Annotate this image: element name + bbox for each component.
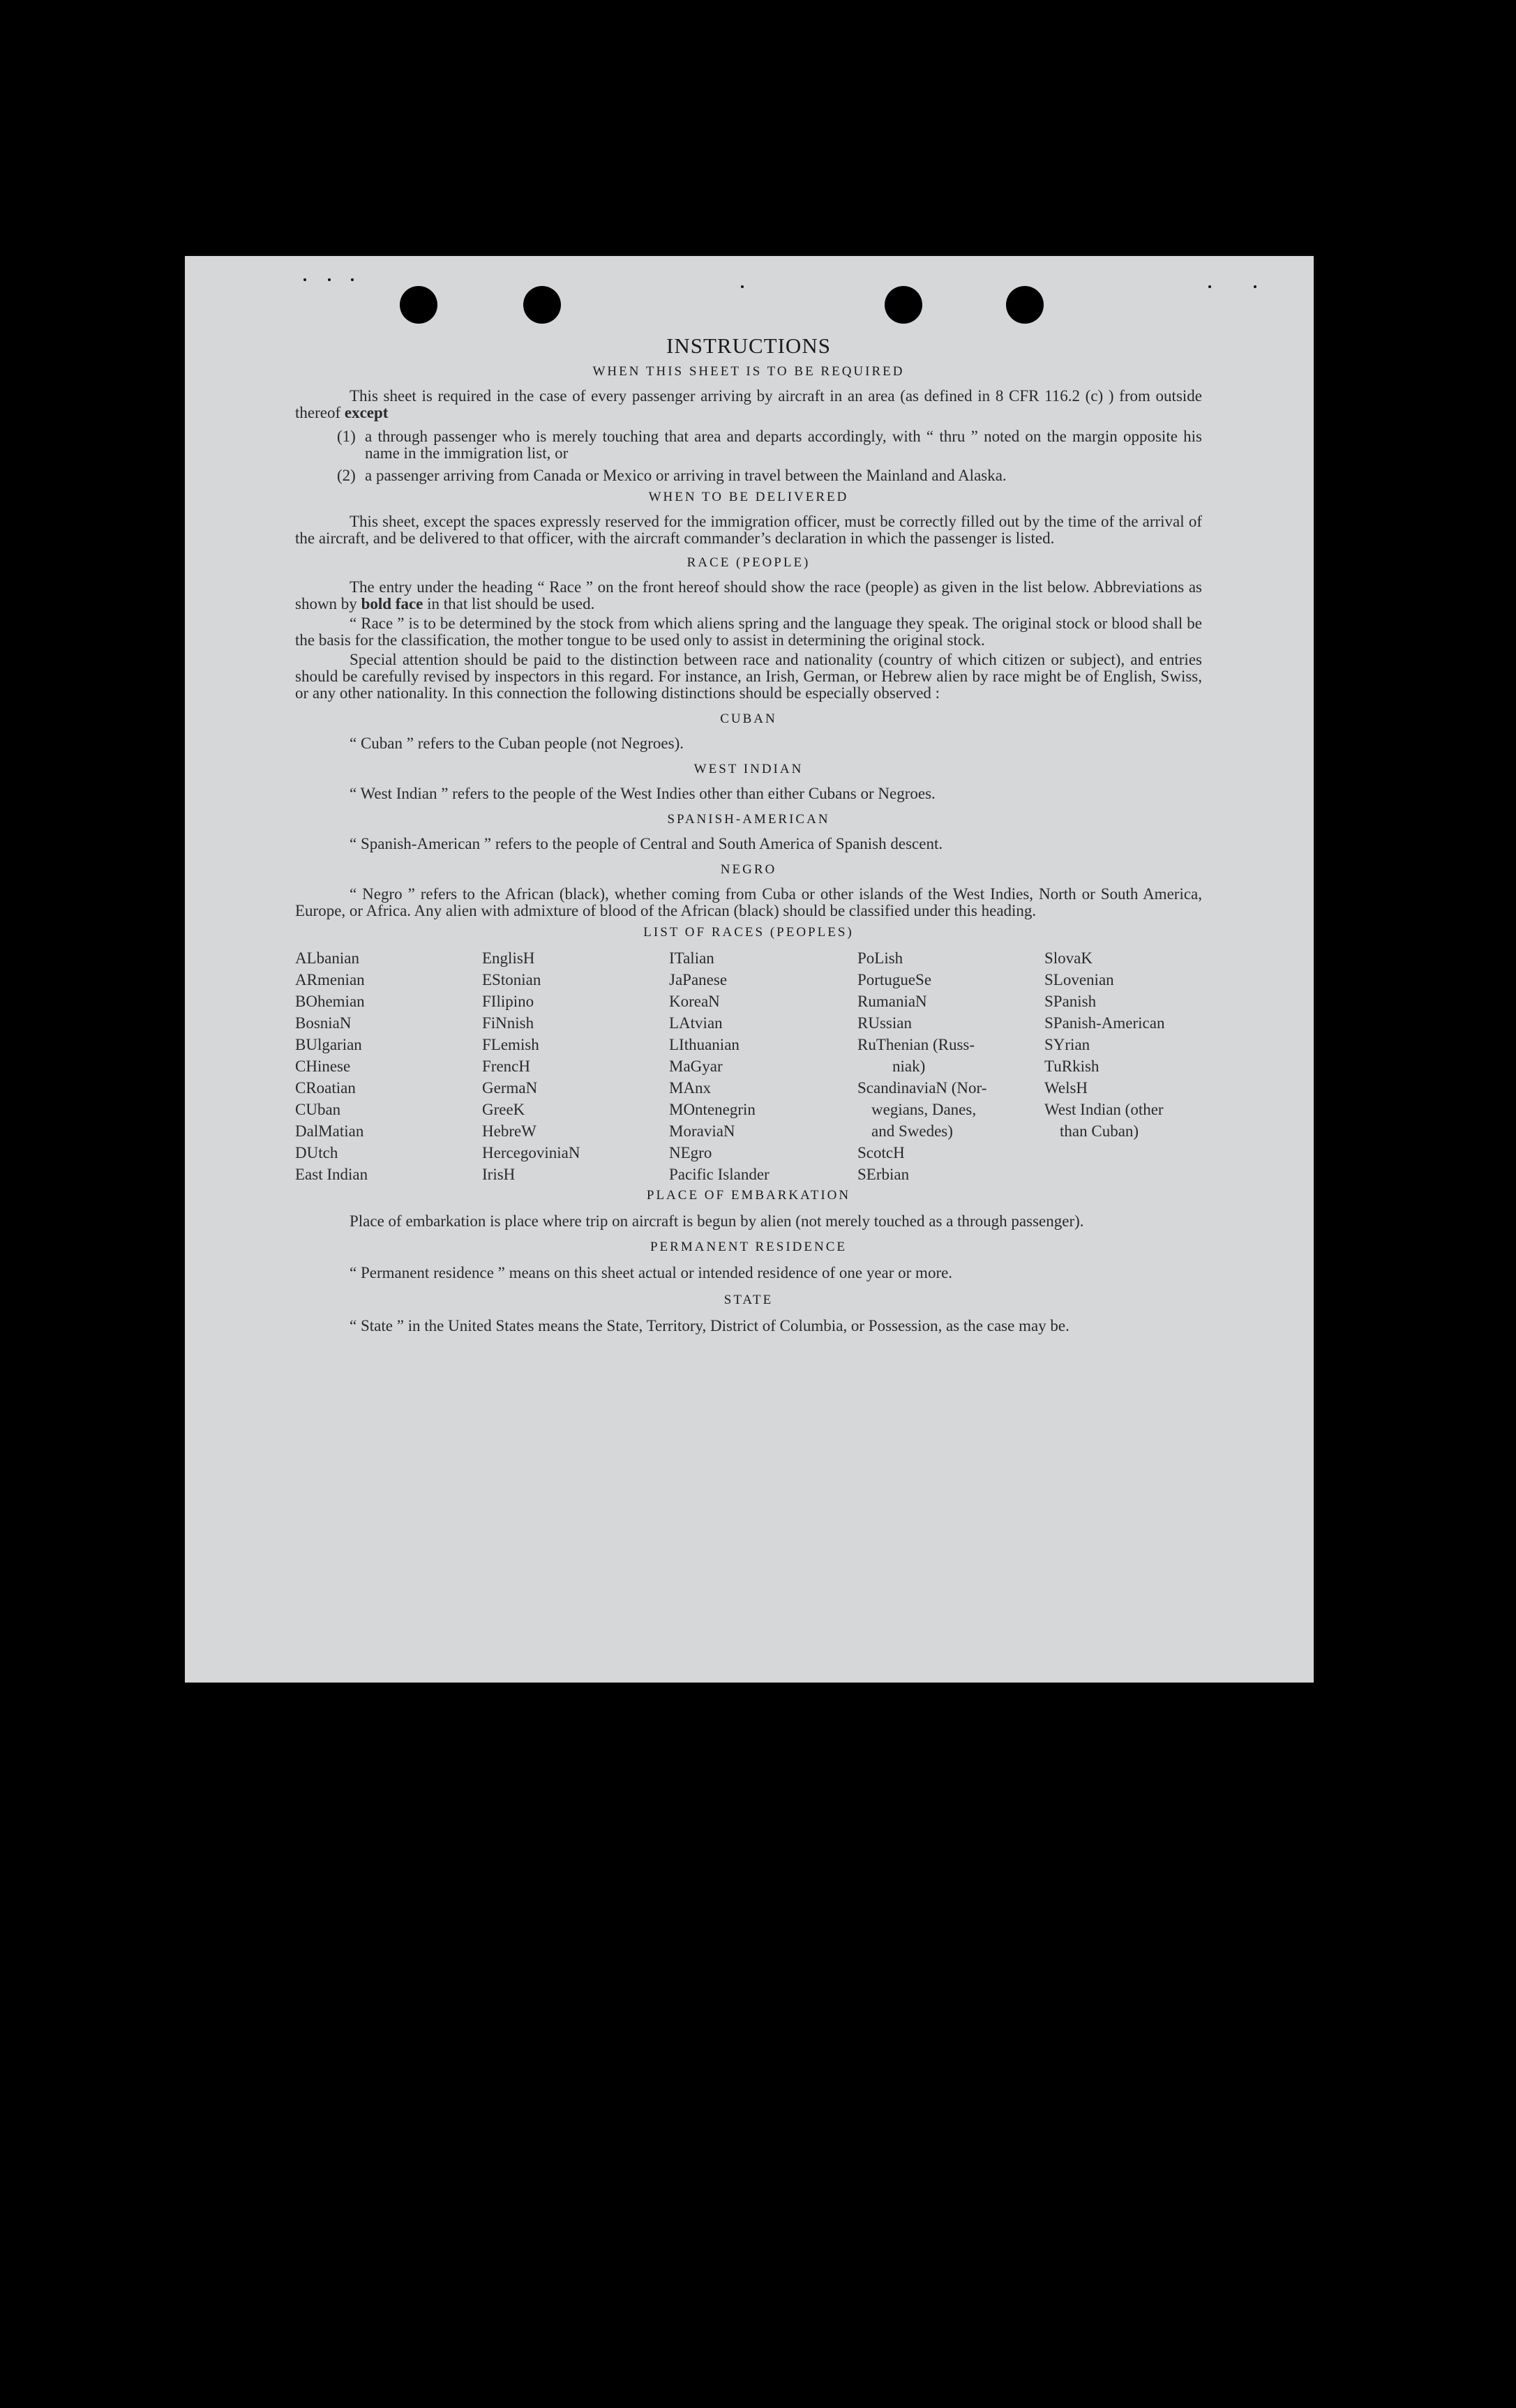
punch-hole [523, 286, 561, 324]
race-entry: HebreW [482, 1122, 536, 1140]
race-entry: PoLish [857, 949, 903, 967]
race-entry: LAtvian [669, 1014, 723, 1032]
race-entry: CUban [295, 1101, 341, 1118]
race-entry: EStonian [482, 971, 541, 988]
race-entry: GreeK [482, 1101, 525, 1118]
race-p1-end: in that list should be used. [427, 595, 595, 612]
race-entry: RuThenian (Russ- [857, 1036, 975, 1053]
when-required-except: except [344, 404, 389, 421]
race-entry: EnglisH [482, 949, 535, 967]
cuban-text: “ Cuban ” refers to the Cuban people (not Negroes). [350, 735, 684, 752]
speck [1208, 285, 1211, 288]
races-column [669, 947, 857, 1185]
race-entry: SPanish [1044, 993, 1097, 1010]
race-entry: FLemish [482, 1036, 539, 1053]
punch-hole [885, 286, 922, 324]
race-entry: IrisH [482, 1166, 516, 1183]
race-entry: GermaN [482, 1079, 538, 1097]
section-heading: NEGRO [720, 862, 777, 877]
race-entry: and Swedes) [871, 1122, 953, 1140]
race-p1-start: The entry under the heading “ Race ” on the front hereof should show the race (people) as given in the list below. Abbreviations as shown by [295, 578, 1202, 612]
permanent-residence-text: “ Permanent residence ” means on this sheet actual or intended residence of one year or more. [350, 1264, 953, 1281]
section-heading: WHEN TO BE DELIVERED [648, 490, 849, 504]
race-entry: SLovenian [1044, 971, 1114, 988]
race-entry: MoraviaN [669, 1122, 735, 1140]
section-heading: RACE (PEOPLE) [686, 555, 811, 570]
race-entry: ScotcH [857, 1144, 905, 1161]
west-indian-text: “ West Indian ” refers to the people of the West Indies other than either Cubans or Negroes. [350, 785, 936, 802]
race-entry: RUssian [857, 1014, 912, 1032]
race-entry: wegians, Danes, [871, 1101, 977, 1118]
race-entry: MaGyar [669, 1058, 723, 1075]
race-entry: DalMatian [295, 1122, 364, 1140]
embarkation-text: Place of embarkation is place where trip on aircraft is begun by alien (not merely touched as a through passenger). [350, 1212, 1084, 1230]
section-heading: WHEN THIS SHEET IS TO BE REQUIRED [592, 364, 905, 379]
instruction-sheet [185, 256, 1314, 1683]
item-number: (2) [337, 467, 356, 484]
instructions-content [295, 333, 1202, 1334]
section-heading: SPANISH-AMERICAN [667, 812, 830, 827]
spanish-american-text: “ Spanish-American ” refers to the people of Central and South America of Spanish descent. [350, 835, 943, 852]
race-entry: East Indian [295, 1166, 368, 1183]
race-entry: DUtch [295, 1144, 338, 1161]
races-column [295, 947, 482, 1185]
race-paragraph: “ Race ” is to be determined by the stock from which aliens spring and the language they speak. The original stock or blood shall be the basis for the classification, the mother tongue to be used only to assist in determining the original stock. [295, 615, 1202, 649]
race-entry: CRoatian [295, 1079, 356, 1097]
race-entry: WelsH [1044, 1079, 1088, 1097]
races-column [857, 947, 1044, 1185]
race-entry: JaPanese [669, 971, 728, 988]
race-entry: LIthuanian [669, 1036, 740, 1053]
item-text: a passenger arriving from Canada or Mexico or arriving in travel between the Mainland and Alaska. [365, 467, 1007, 484]
race-entry: TuRkish [1044, 1058, 1100, 1075]
page-title: INSTRUCTIONS [666, 333, 831, 358]
race-entry: FrencH [482, 1058, 530, 1075]
races-list [295, 947, 1202, 1185]
race-entry: ALbanian [295, 949, 359, 967]
race-entry: SlovaK [1044, 949, 1093, 967]
race-entry: niak) [892, 1058, 926, 1075]
speck [328, 278, 331, 281]
section-heading: WEST INDIAN [693, 762, 804, 776]
when-delivered-text: This sheet, except the spaces expressly reserved for the immigration officer, must be correctly filled out by the time of the arrival of the aircraft, and be delivered to that officer, with the aircraft commander’s declaration in which the passenger is listed. [295, 513, 1202, 547]
race-paragraph: Special attention should be paid to the distinction between race and nationality (country of which citizen or subject), and entries should be carefully revised by inspectors in this regard. For instance, an Irish, German, or Hebrew alien by race might be of English, Swiss, or any other nationality. In this connection the following distinctions should be especially observed : [295, 651, 1202, 702]
race-entry: NEgro [669, 1144, 712, 1161]
speck [741, 285, 744, 288]
race-entry: ITalian [669, 949, 714, 967]
punch-hole [1006, 286, 1044, 324]
race-entry: MAnx [669, 1079, 712, 1097]
state-text: “ State ” in the United States means the State, Territory, District of Columbia, or Possession, as the case may be. [350, 1317, 1070, 1334]
section-heading: STATE [723, 1293, 774, 1307]
negro-text: “ Negro ” refers to the African (black), whether coming from Cuba or other islands of the West Indies, North or South America, Europe, or Africa. Any alien with admixture of blood of the African (black) should be classified under this heading. [295, 885, 1202, 919]
race-entry: HercegoviniaN [482, 1144, 580, 1161]
race-entry: ARmenian [295, 971, 365, 988]
section-heading: PERMANENT RESIDENCE [650, 1240, 848, 1254]
race-entry: FIlipino [482, 993, 534, 1010]
when-required-text [295, 388, 1202, 421]
speck [1254, 285, 1256, 288]
race-entry: SPanish-American [1044, 1014, 1165, 1032]
race-entry: BUlgarian [295, 1036, 362, 1053]
item-number: (1) [337, 428, 356, 445]
speck [351, 278, 354, 281]
section-heading: LIST OF RACES (PEOPLES) [643, 925, 854, 940]
speck [303, 278, 306, 281]
race-entry: MOntenegrin [669, 1101, 756, 1118]
race-entry: ScandinaviaN (Nor- [857, 1079, 987, 1097]
race-entry: BOhemian [295, 993, 365, 1010]
race-entry: BosniaN [295, 1014, 352, 1032]
exception-item [337, 428, 1202, 462]
races-column [1044, 947, 1202, 1185]
when-required-intro: This sheet is required in the case of every passenger arriving by aircraft in an area (as defined in 8 CFR 116.2 (c) ) from outside thereof [295, 387, 1202, 421]
races-column [482, 947, 669, 1185]
race-entry: KoreaN [669, 993, 720, 1010]
section-heading: CUBAN [720, 712, 777, 726]
punch-hole [400, 286, 437, 324]
race-entry: Pacific Islander [669, 1166, 770, 1183]
race-entry: West Indian (other [1044, 1101, 1164, 1118]
section-heading: PLACE OF EMBARKATION [646, 1188, 851, 1203]
race-entry: RumaniaN [857, 993, 927, 1010]
race-entry: PortugueSe [857, 971, 932, 988]
race-entry: SErbian [857, 1166, 910, 1183]
race-entry: SYrian [1044, 1036, 1090, 1053]
item-text: a through passenger who is merely touching that area and departs accordingly, with “ thru ” noted on the margin opposite his name in the immigration list, or [365, 428, 1202, 462]
race-entry: CHinese [295, 1058, 351, 1075]
race-entry: than Cuban) [1060, 1122, 1139, 1140]
exception-item [337, 467, 1202, 484]
race-entry: FiNnish [482, 1014, 534, 1032]
race-paragraph [295, 579, 1202, 612]
race-p1-bold: bold face [361, 595, 423, 612]
